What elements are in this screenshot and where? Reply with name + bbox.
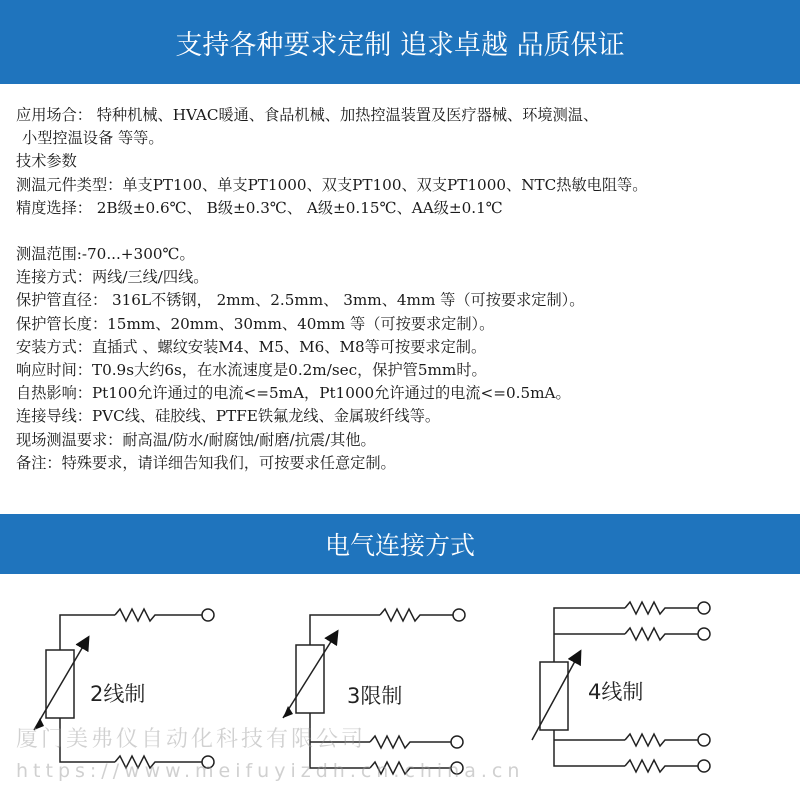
spec-self-heating-line: 自热影响：Pt100允许通过的电流<=5mA，Pt1000允许通过的电流<=0.5mA。 — [16, 384, 571, 403]
spec-spacer — [16, 220, 786, 243]
header-banner — [0, 0, 800, 84]
spec-text-block — [16, 104, 786, 475]
spec-installation-line: 安装方式：直插式 、螺纹安装M4、M5、M6、M8等可按要求定制。 — [16, 337, 487, 356]
spec-remarks-line: 备注：特殊要求，请详细告知我们，可按要求任意定制。 — [16, 453, 396, 472]
section-banner — [0, 514, 800, 574]
spec-tech-params-heading: 技术参数 — [16, 152, 77, 171]
spec-tube-length-line: 保护管长度：15mm、20mm、30mm、40mm 等（可按要求定制）。 — [16, 314, 495, 333]
spec-accuracy-line: 精度选择： 2B级±0.6℃、 B级±0.3℃、 A级±0.15℃、AA级±0.1℃ — [16, 198, 503, 217]
header-title: 支持各种要求定制 追求卓越 品质保证 — [175, 29, 625, 61]
two-wire-label: 2线制 — [90, 682, 146, 706]
spec-connection-line: 连接方式：两线/三线/四线。 — [16, 268, 209, 287]
four-wire-diagram — [530, 590, 790, 795]
section-title: 电气连接方式 — [324, 531, 475, 560]
spec-lead-wire-line: 连接导线：PVC线、硅胶线、PTFE铁氟龙线、金属玻纤线等。 — [16, 407, 441, 426]
four-wire-schematic — [530, 590, 790, 795]
four-wire-label: 4线制 — [588, 680, 644, 704]
spec-element-type-line: 测温元件类型：单支PT100、单支PT1000、双支PT100、双支PT1000、NTC热敏电阻等。 — [16, 175, 648, 194]
watermark-url: https://www.meifuyizdh.cn.china.cn — [16, 760, 525, 782]
spec-response-time-line: 响应时间：T0.9s大约6s，在水流速度是0.2m/sec，保护管5mm时。 — [16, 361, 487, 380]
spec-range-line: 测温范围:-70...+300℃。 — [16, 245, 195, 264]
spec-tube-diameter-line: 保护管直径： 316L不锈钢， 2mm、2.5mm、 3mm、4mm 等（可按要求定制）。 — [16, 291, 585, 310]
spec-application-continued-line: 小型控温设备 等等。 — [22, 129, 164, 148]
spec-site-requirements-line: 现场测温要求：耐高温/防水/耐腐蚀/耐磨/抗震/其他。 — [16, 430, 376, 449]
watermark-company: 厦门美弗仪自动化科技有限公司 — [16, 727, 367, 752]
three-wire-label: 3限制 — [347, 684, 403, 708]
spec-application-line: 应用场合： 特种机械、HVAC暖通、食品机械、加热控温装置及医疗器械、环境测温、 — [16, 106, 599, 124]
